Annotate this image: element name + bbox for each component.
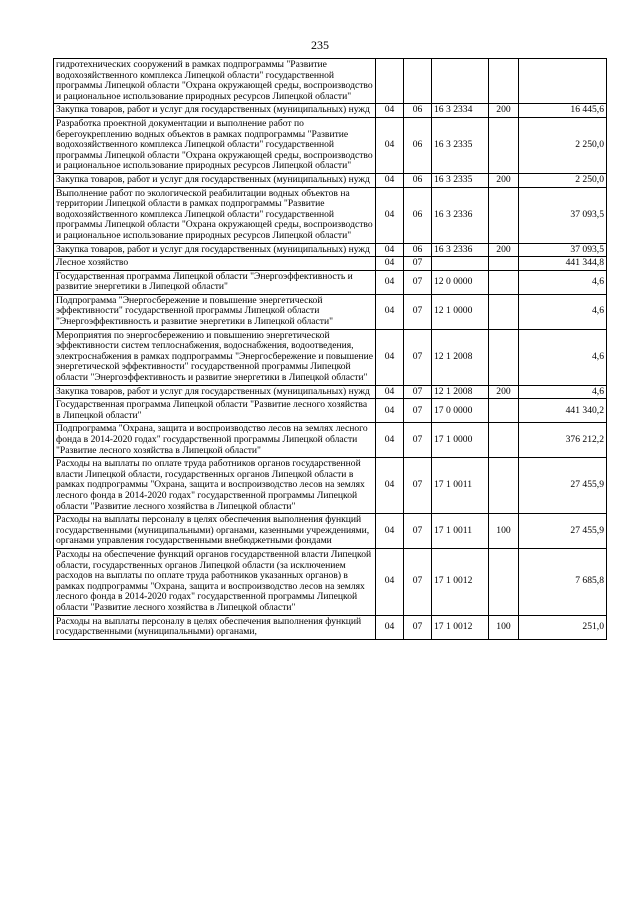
expense-name-cell: Закупка товаров, работ и услуг для государственных (муниципальных) нужд — [54, 173, 376, 187]
table-row — [54, 329, 607, 385]
expense-type-code-cell: 200 — [489, 385, 519, 399]
table-row — [54, 59, 607, 104]
expense-name-cell: Закупка товаров, работ и услуг для государственных (муниципальных) нужд — [54, 385, 376, 399]
target-article-code-cell: 12 1 2008 — [432, 385, 489, 399]
expense-name-cell: гидротехнических сооружений в рамках подпрограммы "Развитие водохозяйственного комплекса Липецкой области" государственной программы Липецкой области "Охрана окружающей среды, воспроизводство и рациональное использование природных ресурсов Липецкой области" — [54, 59, 376, 104]
amount-cell: 4,6 — [519, 385, 607, 399]
section-code-cell: 04 — [376, 257, 404, 271]
amount-cell: 4,6 — [519, 270, 607, 294]
section-code-cell: 04 — [376, 117, 404, 173]
amount-cell: 27 455,9 — [519, 458, 607, 514]
amount-cell — [519, 59, 607, 104]
target-article-code-cell: 17 1 0000 — [432, 423, 489, 458]
section-code-cell: 04 — [376, 270, 404, 294]
subsection-code-cell: 06 — [404, 243, 432, 257]
table-row — [54, 117, 607, 173]
target-article-code-cell: 16 3 2336 — [432, 243, 489, 257]
table-row — [54, 294, 607, 329]
section-code-cell: 04 — [376, 173, 404, 187]
table-row — [54, 104, 607, 118]
amount-cell: 2 250,0 — [519, 173, 607, 187]
section-code-cell: 04 — [376, 104, 404, 118]
expense-name-cell: Разработка проектной документации и выполнение работ по берегоукреплению водных объектов в рамках подпрограммы "Развитие водохозяйственного комплекса Липецкой области" государственной программы Липецкой области "Охрана окружающей среды, воспроизводство и рациональное использование природных ресурсов Липецкой области" — [54, 117, 376, 173]
section-code-cell: 04 — [376, 294, 404, 329]
expense-type-code-cell: 200 — [489, 173, 519, 187]
amount-cell: 4,6 — [519, 329, 607, 385]
section-code-cell: 04 — [376, 243, 404, 257]
amount-cell: 37 093,5 — [519, 187, 607, 243]
section-code-cell: 04 — [376, 385, 404, 399]
expense-name-cell: Выполнение работ по экологической реабилитации водных объектов на территории Липецкой области в рамках подпрограммы "Развитие водохозяйственного комплекса Липецкой области" государственной программы Липецкой области "Охрана окружающей среды, воспроизводство и рациональное использование природных ресурсов Липецкой области" — [54, 187, 376, 243]
target-article-code-cell: 17 1 0012 — [432, 615, 489, 639]
subsection-code-cell: 06 — [404, 117, 432, 173]
expense-type-code-cell: 200 — [489, 243, 519, 257]
expense-type-code-cell: 100 — [489, 514, 519, 549]
expense-name-cell: Подпрограмма "Охрана, защита и воспроизводство лесов на землях лесного фонда в 2014-2020 годах" государственной программы Липецкой области "Развитие лесного хозяйства в Липецкой области" — [54, 423, 376, 458]
expense-type-code-cell — [489, 329, 519, 385]
page-number: 235 — [311, 38, 329, 52]
amount-cell: 2 250,0 — [519, 117, 607, 173]
subsection-code-cell: 07 — [404, 423, 432, 458]
section-code-cell: 04 — [376, 615, 404, 639]
amount-cell: 441 340,2 — [519, 399, 607, 423]
target-article-code-cell: 16 3 2335 — [432, 173, 489, 187]
target-article-code-cell: 16 3 2335 — [432, 117, 489, 173]
target-article-code-cell — [432, 59, 489, 104]
table-row — [54, 187, 607, 243]
expense-name-cell: Расходы на выплаты персоналу в целях обеспечения выполнения функций государственными (муниципальными) органами, — [54, 615, 376, 639]
subsection-code-cell: 06 — [404, 104, 432, 118]
table-row — [54, 548, 607, 615]
budget-table — [53, 58, 607, 640]
section-code-cell: 04 — [376, 329, 404, 385]
subsection-code-cell — [404, 59, 432, 104]
expense-name-cell: Мероприятия по энергосбережению и повышению энергетической эффективности систем теплоснабжения, водоснабжения, водоотведения, электроснабжения в рамках подпрограммы "Энергосбережение и повышение энергетической эффективности" государственной программы Липецкой области "Энергоэффективность и развитие энергетики в Липецкой области" — [54, 329, 376, 385]
target-article-code-cell: 17 1 0012 — [432, 548, 489, 615]
section-code-cell: 04 — [376, 548, 404, 615]
expense-type-code-cell — [489, 187, 519, 243]
subsection-code-cell: 06 — [404, 173, 432, 187]
expense-name-cell: Подпрограмма "Энергосбережение и повышение энергетической эффективности" государственной программы Липецкой области "Энергоэффективность и развитие энергетики в Липецкой области" — [54, 294, 376, 329]
table-row — [54, 270, 607, 294]
expense-type-code-cell — [489, 117, 519, 173]
amount-cell: 16 445,6 — [519, 104, 607, 118]
section-code-cell: 04 — [376, 423, 404, 458]
expense-name-cell: Государственная программа Липецкой области "Энергоэффективность и развитие энергетики в Липецкой области" — [54, 270, 376, 294]
section-code-cell: 04 — [376, 399, 404, 423]
expense-type-code-cell — [489, 59, 519, 104]
expense-type-code-cell: 200 — [489, 104, 519, 118]
expense-type-code-cell — [489, 257, 519, 271]
subsection-code-cell: 07 — [404, 514, 432, 549]
target-article-code-cell: 16 3 2336 — [432, 187, 489, 243]
subsection-code-cell: 07 — [404, 399, 432, 423]
section-code-cell: 04 — [376, 458, 404, 514]
table-row — [54, 243, 607, 257]
expense-type-code-cell — [489, 458, 519, 514]
target-article-code-cell: 17 1 0011 — [432, 514, 489, 549]
target-article-code-cell: 17 0 0000 — [432, 399, 489, 423]
amount-cell: 27 455,9 — [519, 514, 607, 549]
target-article-code-cell: 17 1 0011 — [432, 458, 489, 514]
table-row — [54, 514, 607, 549]
expense-name-cell: Расходы на выплаты по оплате труда работников органов государственной власти Липецкой области, государственных органов Липецкой области в рамках подпрограммы "Охрана, защита и воспроизводство лесов на землях лесного фонда в 2014-2020 годах" государственной программы Липецкой области "Развитие лесного хозяйства в Липецкой области" — [54, 458, 376, 514]
expense-name-cell: Расходы на обеспечение функций органов государственной власти Липецкой области, государственных органов Липецкой области (за исключением расходов на выплаты по оплате труда работников указанных органов) в рамках подпрограммы "Охрана, защита и воспроизводство лесов на землях лесного фонда в 2014-2020 годах" государственной программы Липецкой области "Развитие лесного хозяйства в Липецкой области" — [54, 548, 376, 615]
table-row — [54, 399, 607, 423]
section-code-cell — [376, 59, 404, 104]
target-article-code-cell: 12 1 0000 — [432, 294, 489, 329]
target-article-code-cell: 16 3 2334 — [432, 104, 489, 118]
amount-cell: 7 685,8 — [519, 548, 607, 615]
amount-cell: 37 093,5 — [519, 243, 607, 257]
subsection-code-cell: 07 — [404, 270, 432, 294]
expense-type-code-cell: 100 — [489, 615, 519, 639]
table-row — [54, 615, 607, 639]
subsection-code-cell: 07 — [404, 329, 432, 385]
subsection-code-cell: 07 — [404, 548, 432, 615]
expense-type-code-cell — [489, 270, 519, 294]
expense-name-cell: Расходы на выплаты персоналу в целях обеспечения выполнения функций государственными (муниципальными) органами, казенными учреждениями, органами управления государственными внебюджетными фондами — [54, 514, 376, 549]
amount-cell: 376 212,2 — [519, 423, 607, 458]
target-article-code-cell — [432, 257, 489, 271]
expense-name-cell: Закупка товаров, работ и услуг для государственных (муниципальных) нужд — [54, 104, 376, 118]
amount-cell: 441 344,8 — [519, 257, 607, 271]
expense-name-cell: Закупка товаров, работ и услуг для государственных (муниципальных) нужд — [54, 243, 376, 257]
table-row — [54, 385, 607, 399]
subsection-code-cell: 07 — [404, 294, 432, 329]
table-row — [54, 257, 607, 271]
table-row — [54, 423, 607, 458]
expense-type-code-cell — [489, 423, 519, 458]
amount-cell: 251,0 — [519, 615, 607, 639]
target-article-code-cell: 12 0 0000 — [432, 270, 489, 294]
section-code-cell: 04 — [376, 514, 404, 549]
section-code-cell: 04 — [376, 187, 404, 243]
subsection-code-cell: 07 — [404, 615, 432, 639]
expense-type-code-cell — [489, 399, 519, 423]
expense-type-code-cell — [489, 548, 519, 615]
subsection-code-cell: 07 — [404, 385, 432, 399]
expense-type-code-cell — [489, 294, 519, 329]
target-article-code-cell: 12 1 2008 — [432, 329, 489, 385]
table-row — [54, 173, 607, 187]
amount-cell: 4,6 — [519, 294, 607, 329]
expense-name-cell: Лесное хозяйство — [54, 257, 376, 271]
expense-name-cell: Государственная программа Липецкой области "Развитие лесного хозяйства в Липецкой области" — [54, 399, 376, 423]
table-row — [54, 458, 607, 514]
subsection-code-cell: 06 — [404, 187, 432, 243]
subsection-code-cell: 07 — [404, 458, 432, 514]
subsection-code-cell: 07 — [404, 257, 432, 271]
budget-table-body — [54, 59, 607, 640]
